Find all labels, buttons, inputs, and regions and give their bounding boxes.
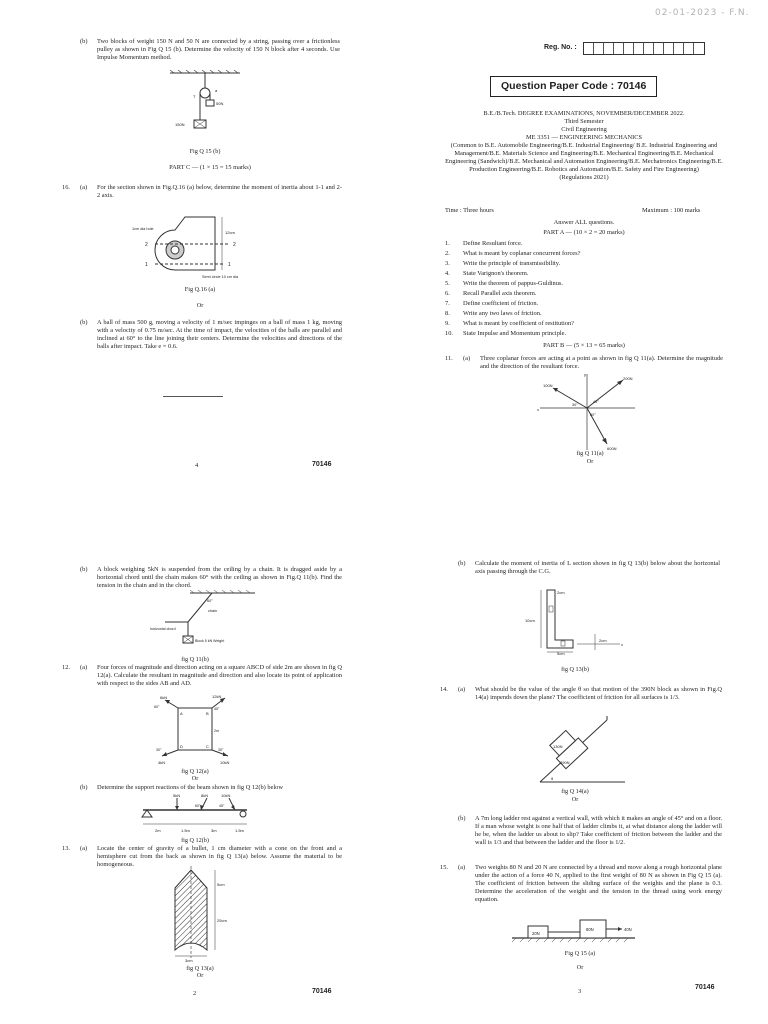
list-item: 2. What is meant by coplanar concurrent forces? — [445, 250, 581, 257]
fig12b-load2: 8kN — [201, 793, 209, 798]
fig12b-load1: 5kN — [173, 793, 181, 798]
q14b-block — [458, 815, 722, 847]
fig15b-accel-label: a — [215, 88, 218, 93]
fig14a-w2: 130N — [553, 744, 563, 749]
q13-number: 13. — [62, 845, 70, 852]
or-divider-16: Or — [196, 302, 204, 309]
fig-q11b — [150, 590, 260, 655]
list-item: 3. Write the principle of transmissibility. — [445, 260, 561, 267]
fig13b-thickness: 2cm — [557, 590, 565, 595]
fig11b-caption: fig Q 11(b) — [181, 656, 209, 663]
list-item: 6. Recall Parallel axis theorem. — [445, 290, 537, 297]
fig15a-force: 40N — [624, 927, 632, 932]
fig16a-axis2-left: 2 — [145, 242, 148, 248]
fig13b-height: 10cm — [525, 618, 535, 623]
fig12a-angle3-label: 30° — [156, 748, 162, 752]
fig12a-f2-label: 12kN — [212, 694, 222, 699]
q13a-label: (a) — [80, 845, 88, 852]
fig-q14a — [535, 714, 630, 786]
fig15b-caption: Fig Q 15 (b) — [189, 148, 221, 155]
reg-no-row — [544, 42, 705, 55]
fig-q12b — [135, 792, 255, 836]
page4-code: 70146 — [312, 461, 332, 468]
q16-number: 16. — [62, 184, 70, 191]
fig11a-f3-label: 600N — [607, 446, 617, 451]
q12a-block — [62, 664, 342, 688]
fig11a-y-label: y — [584, 372, 586, 377]
or-divider-13: Or — [196, 972, 204, 979]
q12b-block — [80, 784, 342, 792]
fig13b-caption: fig Q 13(b) — [561, 666, 589, 673]
list-item: 1. Define Resultant force. — [445, 240, 523, 247]
q11b-block — [80, 566, 342, 590]
q15a-block — [440, 864, 722, 904]
fig16a-caption: Fig Q.16 (a) — [184, 286, 216, 293]
q14a-label: (a) — [458, 686, 466, 693]
list-item: 5. Write the theorem of pappus-Guldinus. — [445, 280, 564, 287]
reg-no-boxes[interactable] — [583, 42, 705, 55]
fig-q15b — [160, 70, 250, 145]
fig16a-axis1-left: 1 — [145, 262, 148, 268]
fig13b-x-axis: x — [621, 642, 623, 647]
q11a-block — [445, 355, 723, 371]
page3-number: 3 — [578, 988, 582, 995]
handwritten-date: 02-01-2023 - F.N. — [655, 8, 750, 18]
fig15a-w2: 80N — [586, 927, 594, 932]
fig15b-tension-label: T — [193, 94, 196, 99]
q15-number: 15. — [440, 864, 448, 871]
fig12b-angle-b: 45° — [219, 804, 225, 808]
q14b-text: A 7m long ladder rest against a vertical wall, with which it makes an angle of 45° and on a floor. If a man whose weight is one half that of ladder climbs it, at what distance along the ladder will he be, when the ladder us about to slip? Take coefficient of friction between the ladder and the wall is 1/3 and that between the ladder and the floor is 1/2. — [475, 815, 722, 846]
page2-number: 2 — [193, 990, 197, 997]
q16a-text: For the section shown in Fig.Q.16 (a) below, determine the moment of inertia about 1-1 and 2-2 axis. — [97, 184, 342, 199]
q14-number: 14. — [440, 686, 448, 693]
fig11a-angle1-label: 30° — [572, 403, 578, 407]
fig13b-bottom: 2cm — [599, 638, 607, 643]
exam-subject: ME 3351 — ENGINEERING MECHANICS — [525, 134, 643, 141]
exam-regulations: (Regulations 2021) — [559, 174, 609, 181]
fig11b-chord-label: horizontal chord — [150, 627, 176, 631]
exam-header — [445, 110, 723, 182]
q16b-label: (b) — [80, 319, 88, 326]
fig14a-theta: θ — [551, 776, 554, 781]
fig12a-C: C — [206, 744, 209, 749]
partc-heading: PART C — (1 × 15 = 15 marks) — [169, 164, 251, 171]
fig12a-B: B — [206, 711, 209, 716]
end-rule — [163, 396, 223, 397]
q12b-label: (b) — [80, 784, 88, 791]
max-marks: Maximum : 100 marks — [642, 207, 701, 214]
q11b-label: (b) — [80, 566, 88, 573]
fig13a-height1: 5cm — [217, 882, 225, 887]
q15a-text: Two weights 80 N and 20 N are connected by a thread and move along a rough horizontal plane under the action of a force 40 N, applied to the first weight of 80 N as shown in Fig Q 15 (a). The coefficient of friction between the sliding surface of the weights and the plane is 0.3. Determine the acceleration of the weight and the tension in the thread using work energy equation. — [475, 864, 722, 903]
fig12a-f1-label: 6kN — [160, 695, 168, 700]
fig15a-w1: 20N — [532, 931, 540, 936]
list-item: 7. Define coefficient of friction. — [445, 300, 539, 307]
question-paper-code: Question Paper Code : 70146 — [490, 76, 657, 97]
q12a-label: (a) — [80, 664, 88, 671]
q14a-text: What should be the value of the angle θ so that motion of the 390N block as shown in Fig.Q 14(a) impends down the plane? The coefficient of friction for all surfaces is 1/3. — [475, 686, 722, 701]
q15b-text: Two blocks of weight 150 N and 50 N are connected by a string, passing over a frictionless pulley as shown in Fig Q 15 (b). Determine the velocity of 150 N block after 4 seconds. Use Impulse Momentum method. — [97, 38, 340, 61]
q13b-label: (b) — [458, 560, 466, 567]
fig11b-chain-label: chain — [208, 609, 218, 613]
q16a-label: (a) — [80, 184, 88, 191]
fig12a-angle4-label: 30° — [218, 748, 224, 752]
fig-q13a — [165, 866, 245, 962]
exam-semester: Third Semester — [564, 118, 604, 125]
reg-no-label: Reg. No. : — [544, 44, 577, 52]
q14a-block — [440, 686, 722, 702]
fig-q12a — [150, 694, 250, 766]
q12b-text: Determine the support reactions of the beam shown in fig Q 12(b) below — [97, 784, 283, 791]
fig12a-caption: fig Q 12(a) — [181, 768, 209, 775]
page4-number: 4 — [195, 462, 199, 469]
q15b-label: (b) — [80, 38, 88, 45]
list-item: 9. What is meant by coefficient of restitution? — [445, 320, 574, 327]
fig12b-d4: 1.5m — [235, 828, 244, 833]
q12a-text: Four forces of magnitude and direction acting on a square ABCD of side 2m are shown in fig Q 12(a). Calculate the resultant in magnitude and direction and also locate its point of application with respect to the sides AB and AD. — [97, 664, 342, 687]
fig12a-A: A — [180, 711, 183, 716]
fig16a-semicircle-label: Semi circle 10 cm dia — [202, 275, 239, 279]
fig11a-angle3-label: 60° — [590, 413, 596, 417]
answer-all: Answer ALL questions. — [553, 219, 615, 226]
fig-q11a — [535, 372, 645, 454]
fig16a-axis1-right: 1 — [228, 262, 231, 268]
fig-q15a — [510, 918, 650, 946]
q15a-label: (a) — [458, 864, 466, 871]
q11b-text: A block weighing 5kN is suspended from the ceiling by a chain. It is dragged aside by a horizontal chord until the chain makes 60° with the ceiling as shown in Fig.Q 11(b). Find the tension in the chain and in the chord. — [97, 566, 342, 589]
fig13a-width: 3cm — [185, 958, 193, 962]
exam-dept: Civil Engineering — [561, 126, 607, 133]
fig-q16a — [130, 212, 270, 282]
q13b-block — [458, 560, 720, 576]
fig16a-axis2-right: 2 — [233, 242, 236, 248]
or-divider-12: Or — [191, 775, 199, 782]
list-item: 8. Write any two laws of friction. — [445, 310, 542, 317]
fig11a-x-label: x — [537, 407, 539, 412]
fig11a-caption: fig Q 11(a) — [576, 450, 604, 457]
fig12b-d2: 1.5m — [181, 828, 190, 833]
fig11a-f2-label: 100N — [543, 383, 553, 388]
fig12b-caption: fig Q 12(b) — [181, 837, 209, 844]
fig13a-caption: fig Q 13(a) — [186, 965, 214, 972]
fig12a-f3-label: 4kN — [158, 760, 166, 765]
q16a-block — [62, 184, 342, 200]
q11a-text: Three coplanar forces are acting at a point as shown in fig Q 11(a). Determine the magnitude and the direction of the resultant force. — [480, 355, 723, 370]
list-item: 10. State Impulse and Momentum principle. — [445, 330, 567, 337]
q13a-text: Locate the center of gravity of a bullet, 1 cm diameter with a cone on the front and a hemisphere cut from the back as shown in fig Q 13(a) below. Assume the material to be homogeneous. — [97, 845, 342, 868]
q12-number: 12. — [62, 664, 70, 671]
fig-q13b — [505, 584, 625, 656]
q13b-text: Calculate the moment of inertia of L section shown in fig Q 13(b) below about the horizontal axis passing through the C.G. — [475, 560, 720, 575]
exam-title: B.E./B.Tech. DEGREE EXAMINATIONS, NOVEMBER/DECEMBER 2022. — [483, 110, 685, 117]
fig12a-D: D — [180, 744, 183, 749]
fig15b-w50-label: 50N — [216, 101, 224, 106]
q16b-text: A ball of mass 500 g, moving a velocity of 1 m/sec impinges on a ball of mass 1 kg, moving with a velocity of 0.75 m/sec. At the time of impact, the velocities of the balls are parallel and inclined at 60° to the line joining their centers. Determine the velocities and directions of the balls after impact. Take e = 0.6. — [97, 319, 342, 350]
fig13b-width: 5cm — [557, 651, 565, 656]
fig14a-caption: fig Q 14(a) — [561, 788, 589, 795]
or-divider-15: Or — [576, 964, 584, 971]
fig12a-side-label: 2m — [214, 729, 219, 733]
fig12b-load3: 10kN — [221, 793, 231, 798]
fig12a-angle2-label: 45° — [214, 707, 220, 711]
page2-code: 70146 — [312, 988, 332, 995]
parta-heading: PART A — (10 × 2 = 20 marks) — [543, 229, 625, 236]
fig12b-d1: 2m — [155, 828, 161, 833]
fig15a-caption: Fig Q 15 (a) — [564, 950, 596, 957]
exam-common: (Common to B.E. Automobile Engineering/B.E. Industrial Engineering/ B.E. Industrial Engineering and Management/B.E. Materials Science and Engineering/B.E. Mechanical Engineering/B.E. Mechanical Engineering (Sandwich)/B.E. Mechanical and Automation Engineering/B.E. Mechatronics Engineering/B.E. Production Engineering/B.E. Robotics and Automation/B.E. Safety and Fire Engineering) — [445, 142, 723, 173]
or-divider-11: Or — [586, 458, 594, 465]
list-item: 4. State Varignon's theorem. — [445, 270, 529, 277]
q15b-block — [80, 38, 340, 62]
fig12a-angle1-label: 60° — [154, 705, 160, 709]
fig14a-w1: 390N — [560, 760, 570, 765]
fig11a-angle2-label: 45° — [593, 400, 599, 404]
fig11b-block-label: Block 5 kN Weight — [195, 639, 225, 643]
q14b-label: (b) — [458, 815, 466, 822]
fig12a-f4-label: 10kN — [220, 760, 230, 765]
fig13a-height2: 25cm — [217, 918, 227, 923]
or-divider-14: Or — [571, 796, 579, 803]
fig16a-height-label: 12cm — [225, 230, 235, 235]
fig11a-f1-label: 200N — [623, 376, 633, 381]
time-label: Time : Three hours — [445, 207, 494, 214]
page3-code: 70146 — [695, 984, 715, 991]
fig11b-angle-label: 60° — [207, 599, 213, 603]
fig12b-angle-a: 60° — [195, 804, 201, 808]
q11a-label: (a) — [463, 355, 471, 362]
fig16a-hole-label: 1cm dia hole — [132, 227, 154, 231]
q11-number: 11. — [445, 355, 453, 362]
q16b-block — [80, 319, 342, 351]
fig12b-d3: 3m — [211, 828, 217, 833]
partb-heading: PART B — (5 × 13 = 65 marks) — [543, 342, 625, 349]
fig15b-w150-label: 150N — [175, 122, 185, 127]
